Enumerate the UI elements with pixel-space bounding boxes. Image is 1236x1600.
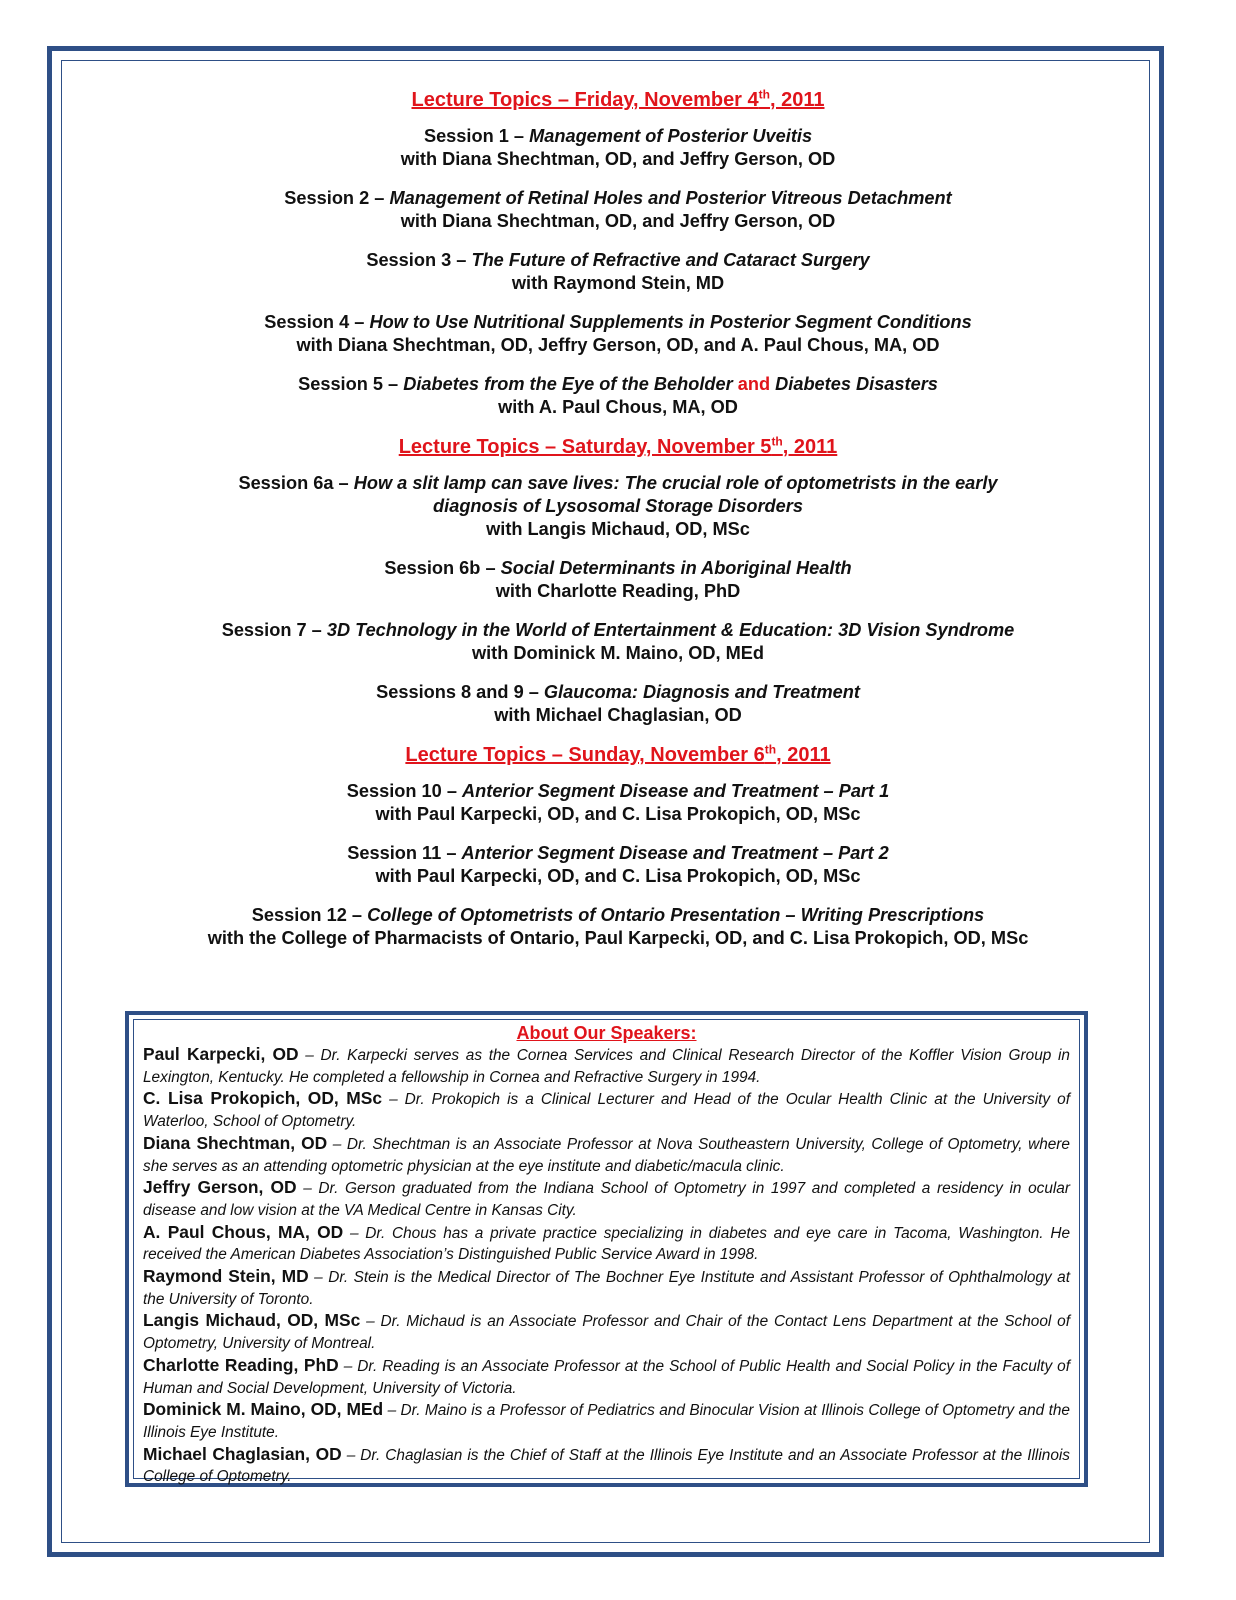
session-speakers: with Diana Shechtman, OD, Jeffry Gerson, OD, and A. Paul Chous, MA, OD	[296, 335, 940, 355]
session-speakers: with Dominick M. Maino, OD, MEd	[471, 643, 764, 663]
session-6a: Session 6a – How a slit lamp can save lives: The crucial role of optometrists in the early diagnosis of Lysosomal Storage Disorders with Langis Michaud, OD, MSc	[238, 473, 998, 539]
speaker-bio: A. Paul Chous, MA, OD – Dr. Chous has a private practice specializing in diabetes and eye care in Tacoma, Washington. He received the American Diabetes Association’s Distinguished Public Service Award in 1998.	[143, 1221, 1071, 1264]
speaker-bio: Diana Shechtman, OD – Dr. Shechtman is an Associate Professor at Nova Southeastern University, College of Optometry, where she serves as an attending optometric physician at the eye institute and diabetic/macula clinic.	[143, 1132, 1070, 1175]
session-6b: Session 6b – Social Determinants in Aboriginal Health with Charlotte Reading, PhD	[384, 558, 852, 601]
session-1: Session 1 – Management of Posterior Uveitis with Diana Shechtman, OD, and Jeffry Gerson, OD	[400, 126, 836, 169]
sunday-heading: Lecture Topics – Sunday, November 6th, 2011	[405, 742, 831, 766]
session-speakers: with Diana Shechtman, OD, and Jeffry Gerson, OD	[400, 211, 836, 231]
session-speakers: with A. Paul Chous, MA, OD	[498, 397, 738, 417]
speaker-bio: C. Lisa Prokopich, OD, MSc – Dr. Prokopich is a Clinical Lecturer and Head of the Ocular Health Clinic at the University of Waterloo, School of Optometry.	[143, 1088, 1070, 1131]
session-speakers: with Michael Chaglasian, OD	[494, 705, 742, 725]
speaker-bio: Paul Karpecki, OD – Dr. Karpecki serves as the Cornea Services and Clinical Research Director of the Koffler Vision Group in Lexington, Kentucky. He completed a fellowship in Cornea and Refractive Surgery in 1994.	[143, 1044, 1070, 1086]
speaker-bio: Langis Michaud, OD, MSc – Dr. Michaud is an Associate Professor and Chair of the Contact Lens Department at the School of Optometry, University of Montreal.	[143, 1310, 1071, 1353]
session-speakers: with the College of Pharmacists of Ontario, Paul Karpecki, OD, and C. Lisa Prokopich, OD, MSc	[207, 928, 1029, 948]
session-speakers: with Diana Shechtman, OD, and Jeffry Gerson, OD	[400, 149, 836, 169]
session-7: Session 7 – 3D Technology in the World of Entertainment & Education: 3D Vision Syndrome with Dominick M. Maino, OD, MEd	[221, 620, 1015, 663]
about-speakers-body	[143, 1022, 1070, 1488]
session-speakers: with Paul Karpecki, OD, and C. Lisa Prokopich, OD, MSc	[375, 866, 861, 886]
session-speakers: with Paul Karpecki, OD, and C. Lisa Prokopich, OD, MSc	[375, 804, 861, 824]
speaker-bio: Jeffry Gerson, OD – Dr. Gerson graduated from the Indiana School of Optometry in 1997 and completed a residency in ocular disease and low vision at the VA Medical Centre in Kansas City.	[143, 1177, 1070, 1219]
about-speakers-box	[125, 1011, 1088, 1487]
session-10: Session 10 – Anterior Segment Disease and Treatment – Part 1 with Paul Karpecki, OD, and C. Lisa Prokopich, OD, MSc	[346, 781, 890, 824]
session-speakers: with Raymond Stein, MD	[511, 273, 725, 293]
session-4: Session 4 – How to Use Nutritional Supplements in Posterior Segment Conditions with Diana Shechtman, OD, Jeffry Gerson, OD, and A. Paul Chous, MA, OD	[264, 312, 972, 355]
session-11: Session 11 – Anterior Segment Disease and Treatment – Part 2 with Paul Karpecki, OD, and C. Lisa Prokopich, OD, MSc	[347, 843, 889, 886]
speaker-bio: Michael Chaglasian, OD – Dr. Chaglasian is the Chief of Staff at the Illinois Eye Institute and an Associate Professor at the Illinois College of Optometry.	[143, 1443, 1070, 1486]
about-speakers-heading: About Our Speakers:	[516, 1023, 697, 1043]
session-speakers: with Charlotte Reading, PhD	[495, 581, 741, 601]
session-12: Session 12 – College of Optometrists of Ontario Presentation – Writing Prescriptions with the College of Pharmacists of Ontario, Paul Karpecki, OD, and C. Lisa Prokopich, OD, MSc	[207, 905, 1029, 948]
lecture-schedule	[60, 88, 1176, 966]
session-8-9: Sessions 8 and 9 – Glaucoma: Diagnosis and Treatment with Michael Chaglasian, OD	[376, 682, 860, 725]
session-2: Session 2 – Management of Retinal Holes and Posterior Vitreous Detachment with Diana Shechtman, OD, and Jeffry Gerson, OD	[284, 188, 952, 231]
friday-heading: Lecture Topics – Friday, November 4th, 2011	[411, 87, 825, 111]
session-3: Session 3 – The Future of Refractive and Cataract Surgery with Raymond Stein, MD	[366, 250, 870, 293]
session-5: Session 5 – Diabetes from the Eye of the Beholder and Diabetes Disasters with A. Paul Chous, MA, OD	[298, 374, 938, 417]
speaker-bio: Charlotte Reading, PhD – Dr. Reading is an Associate Professor at the School of Public Health and Social Policy in the Faculty of Human and Social Development, University of Victoria.	[143, 1354, 1070, 1397]
speaker-bio: Dominick M. Maino, OD, MEd – Dr. Maino is a Professor of Pediatrics and Binocular Vision at Illinois College of Optometry and the Illinois Eye Institute.	[143, 1399, 1070, 1441]
speaker-bio: Raymond Stein, MD – Dr. Stein is the Medical Director of The Bochner Eye Institute and Assistant Professor of Ophthalmology at the University of Toronto.	[143, 1266, 1070, 1308]
saturday-heading: Lecture Topics – Saturday, November 5th, 2011	[398, 434, 838, 458]
session-speakers: with Langis Michaud, OD, MSc	[486, 519, 750, 539]
